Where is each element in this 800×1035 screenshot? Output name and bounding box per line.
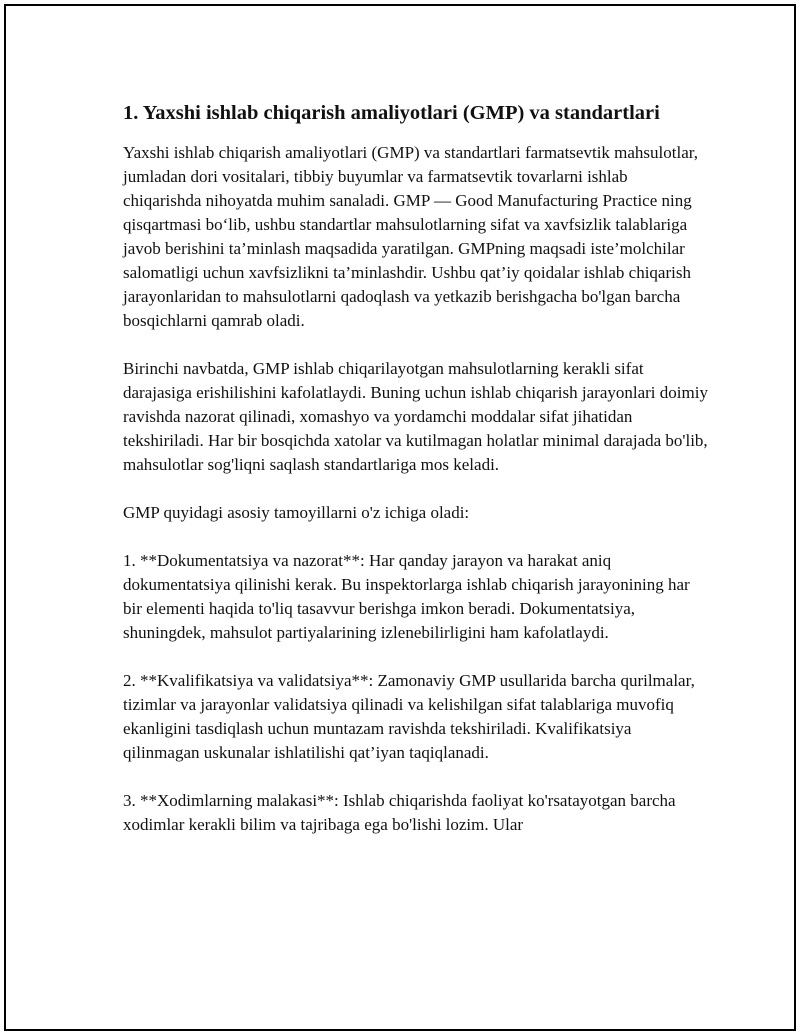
section-title: 1. Yaxshi ishlab chiqarish amaliyotlari (GMP) va standartlari	[123, 102, 660, 124]
paragraph-principle-staff: 3. **Xodimlarning malakasi**: Ishlab chiqarishda faoliyat ko'rsatayotgan barcha xodimlar kerakli bilim va tajribaga ega bo'lishi lozim. Ular	[123, 791, 676, 834]
paragraph-quality: Birinchi navbatda, GMP ishlab chiqarilayotgan mahsulotlarning kerakli sifat darajasiga erishilishini kafolatlaydi. Buning uchun ishlab chiqarish jarayonlari doimiy ravishda nazorat qilinadi, xomashyo va yordamchi moddalar sifat jihatidan tekshiriladi. Har bir bosqichda xatolar va kutilmagan holatlar minimal darajada bo'lib, mahsulotlar sog'liqni saqlash standartlariga mos keladi.	[123, 359, 708, 474]
page-frame	[4, 4, 796, 1031]
paragraph-principles-intro: GMP quyidagi asosiy tamoyillarni o'z ichiga oladi:	[123, 503, 470, 522]
paragraph-principle-documentation: 1. **Dokumentatsiya va nazorat**: Har qanday jarayon va harakat aniq dokumentatsiya qilinishi kerak. Bu inspektorlarga ishlab chiqarish jarayonining har bir elementi haqida to'liq tasavvur berishga imkon beradi. Dokumentatsiya, shuningdek, mahsulot partiyalarining izlenebilirligini ham kafolatlaydi.	[123, 551, 690, 642]
document-body	[123, 99, 708, 861]
paragraph-intro: Yaxshi ishlab chiqarish amaliyotlari (GMP) va standartlari farmatsevtik mahsulotlar, jumladan dori vositalari, tibbiy buyumlar va farmatsevtik tovarlarni ishlab chiqarishda nihoyatda muhim sanaladi. GMP — Good Manufacturing Practice ning qisqartmasi bo‘lib, ushbu standartlar mahsulotlarning sifat va xavfsizlik talablariga javob berishini ta’minlash maqsadida yaratilgan. GMPning maqsadi iste’molchilar salomatligi uchun xavfsizlikni ta’minlashdir. Ushbu qat’iy qoidalar ishlab chiqarish jarayonlaridan to mahsulotlarni qadoqlash va yetkazib berishgacha bo'lgan barcha bosqichlarni qamrab oladi.	[123, 143, 698, 330]
paragraph-principle-validation: 2. **Kvalifikatsiya va validatsiya**: Zamonaviy GMP usullarida barcha qurilmalar, tizimlar va jarayonlar validatsiya qilinadi va kelishilgan sifat talablariga muvofiq ekanligini tasdiqlash uchun muntazam ravishda tekshiriladi. Kvalifikatsiya qilinmagan uskunalar ishlatilishi qat’iyan taqiqlanadi.	[123, 671, 695, 762]
